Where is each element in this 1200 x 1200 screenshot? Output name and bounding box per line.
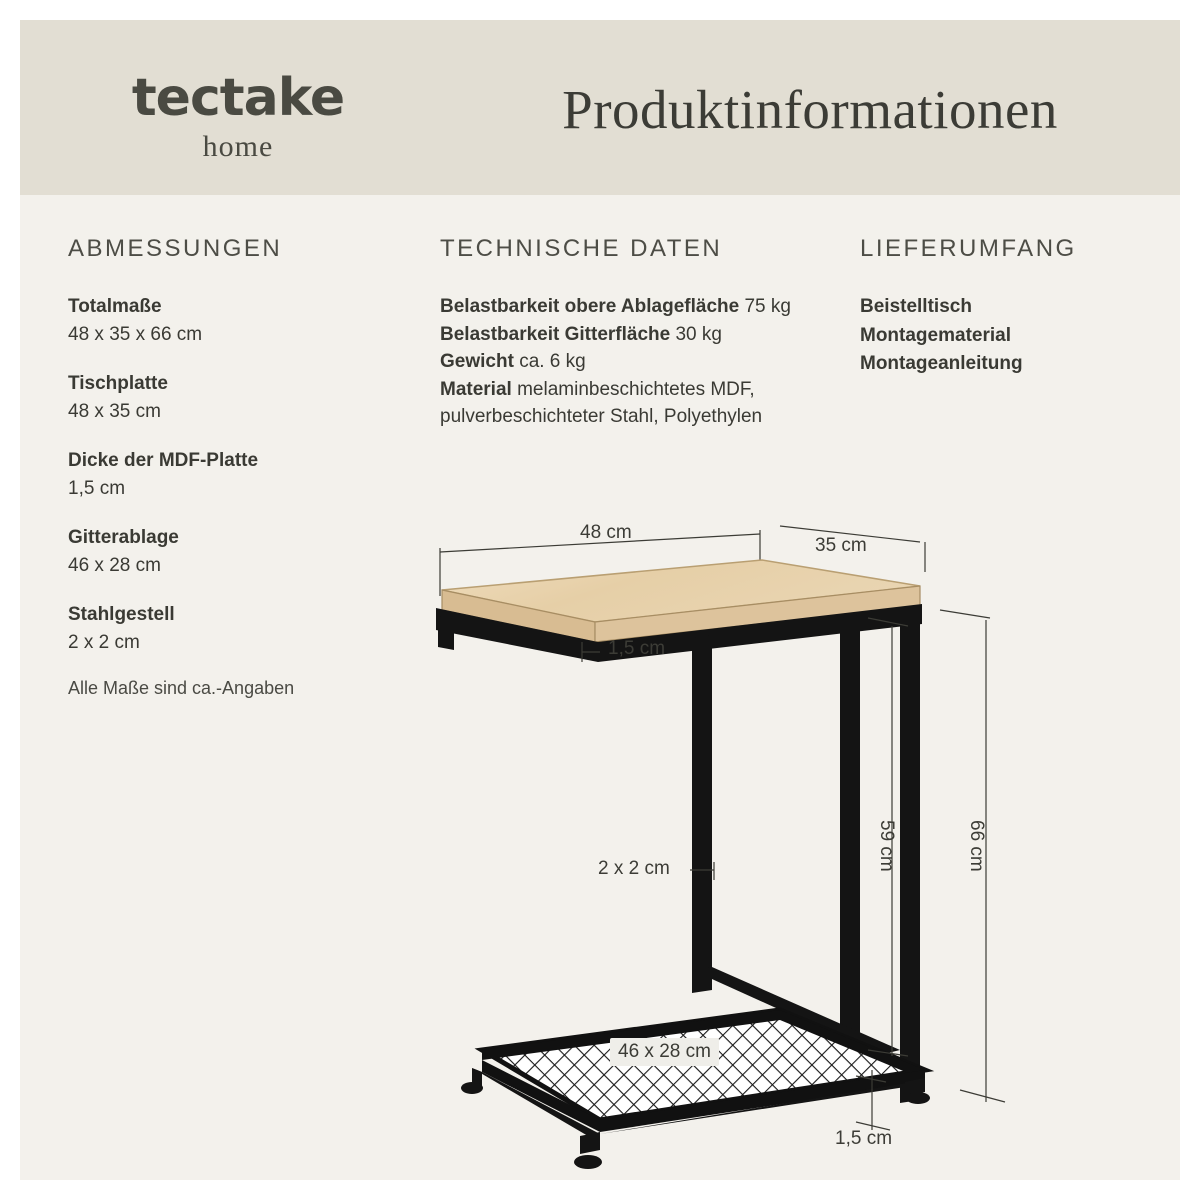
spec-value: 2 x 2 cm (68, 631, 140, 653)
label-depth-top: 35 cm (815, 535, 867, 556)
delivery-item: Montageanleitung (860, 353, 1023, 374)
page-title: Produktinformationen (562, 79, 1058, 140)
dimensions-note: Alle Maße sind ca.-Angaben (68, 678, 295, 699)
brand-logo (88, 68, 388, 164)
page-header (20, 20, 1180, 195)
product-info-page (20, 20, 1180, 1180)
technical-label: Gewicht (440, 351, 514, 373)
spec-value: 46 x 28 cm (68, 554, 161, 576)
technical-label: Material (440, 378, 512, 400)
delivery-heading: LIEFERUMFANG (860, 235, 1077, 262)
spec-item (68, 370, 428, 425)
dimensions-heading: ABMESSUNGEN (68, 235, 283, 262)
spec-value: 48 x 35 x 66 cm (68, 323, 203, 345)
technical-value: 30 kg (675, 323, 722, 345)
spec-label: Totalmaße (68, 296, 162, 317)
spec-value: 1,5 cm (68, 477, 126, 499)
technical-value: ca. 6 kg (519, 351, 586, 373)
label-grid-size: 46 x 28 cm (610, 1038, 719, 1066)
technical-label: Belastbarkeit Gitterfläche (440, 323, 671, 345)
delivery-column (860, 235, 1150, 379)
technical-item (440, 293, 840, 321)
spec-item (68, 293, 428, 348)
spec-label: Gitterablage (68, 527, 179, 549)
technical-item (440, 321, 840, 349)
spec-label: Tischplatte (68, 373, 168, 395)
technical-column (440, 235, 840, 431)
label-height-total: 66 cm (966, 820, 987, 872)
technical-label: Belastbarkeit obere Ablagefläche (440, 296, 740, 317)
delivery-item: Beistelltisch (860, 296, 972, 317)
table-drawing (20, 490, 1180, 1180)
delivery-item: Montagematerial (860, 324, 1011, 346)
technical-value: 75 kg (744, 296, 791, 317)
technical-item (440, 348, 840, 376)
spec-value: 48 x 35 cm (68, 400, 161, 422)
spec-label: Dicke der MDF-Platte (68, 450, 259, 472)
label-height-inner: 59 cm (876, 820, 897, 872)
label-frame-profile: 2 x 2 cm (598, 858, 670, 879)
technical-item (440, 376, 840, 431)
label-plate-thickness: 1,5 cm (608, 638, 666, 659)
label-width-top: 48 cm (580, 522, 632, 543)
technical-value: melaminbeschichtetes MDF, pulverbeschichteter Stahl, Polyethylen (440, 378, 763, 428)
brand-name: tectake (131, 68, 345, 128)
technical-heading: TECHNISCHE DATEN (440, 235, 723, 262)
product-illustration (20, 490, 1180, 1180)
label-foot-height: 1,5 cm (835, 1128, 893, 1149)
spec-label: Stahlgestell (68, 604, 175, 626)
brand-sub: home (202, 130, 274, 163)
